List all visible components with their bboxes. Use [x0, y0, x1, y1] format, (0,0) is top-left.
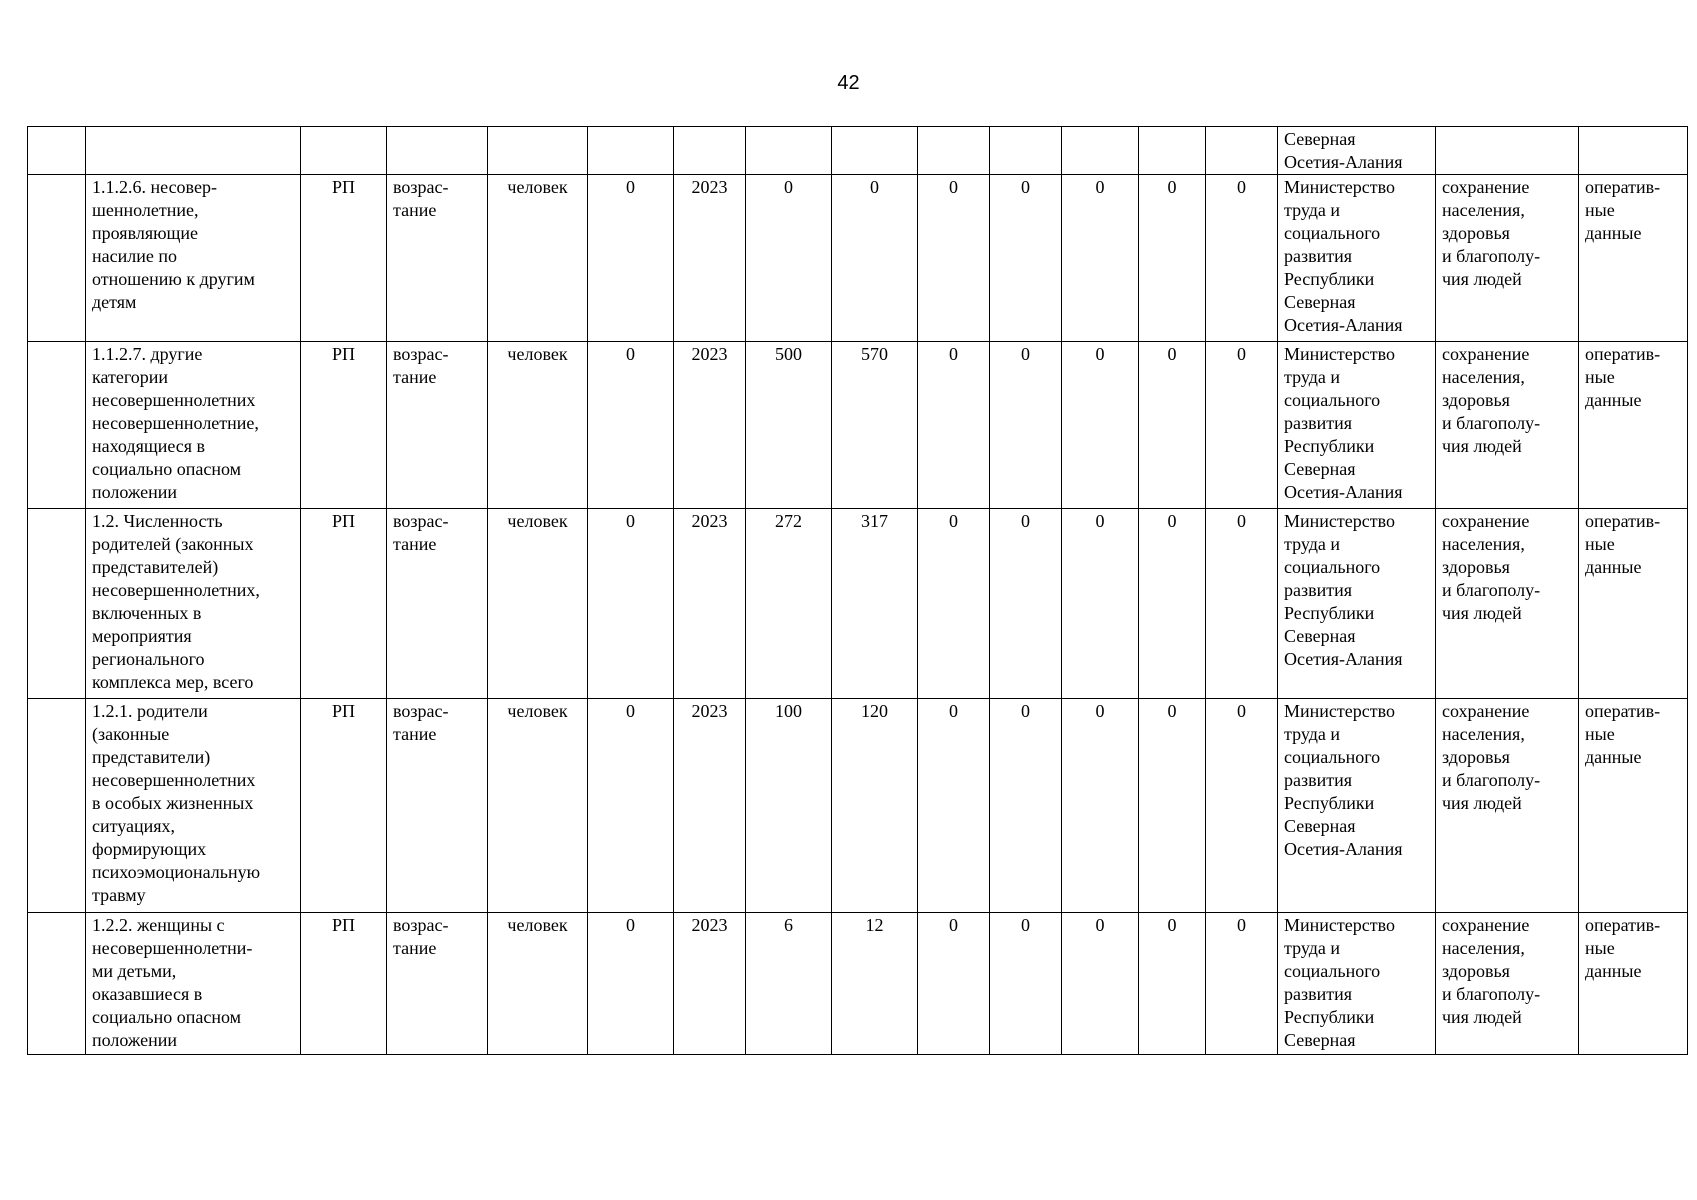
value-cell-1: 272 [746, 509, 832, 699]
table-cell [1206, 127, 1278, 175]
table-row [28, 175, 1688, 342]
base-value-cell: 0 [588, 509, 674, 699]
indicator-name-cell: 1.1.2.7. другие категории несовершеннолетних несовершеннолетние, находящиеся в социально опасном положении [86, 342, 301, 509]
base-value-cell: 0 [588, 699, 674, 913]
value-cell-1: 0 [746, 175, 832, 342]
value-cell-3: 0 [918, 509, 990, 699]
value-cell-5: 0 [1062, 342, 1139, 509]
value-cell-4: 0 [990, 342, 1062, 509]
value-cell-6: 0 [1139, 509, 1206, 699]
base-year-cell: 2023 [674, 175, 746, 342]
table-row [28, 699, 1688, 913]
table-cell [387, 127, 488, 175]
responsible-cell: Северная Осетия-Алания [1278, 127, 1436, 175]
goal-cell: сохранение населения, здоровья и благополу- чия людей [1436, 699, 1579, 913]
table-cell [1579, 127, 1688, 175]
index-cell [28, 342, 86, 509]
table-row [28, 342, 1688, 509]
table-cell [28, 127, 86, 175]
index-cell [28, 175, 86, 342]
indicator-name-cell: 1.1.2.6. несовер- шеннолетние, проявляющие насилие по отношению к другим детям [86, 175, 301, 342]
level-cell: РП [301, 509, 387, 699]
value-cell-5: 0 [1062, 913, 1139, 1055]
value-cell-6: 0 [1139, 175, 1206, 342]
table-cell [488, 127, 588, 175]
value-cell-2: 570 [832, 342, 918, 509]
value-cell-3: 0 [918, 175, 990, 342]
table-cell [674, 127, 746, 175]
base-year-cell: 2023 [674, 342, 746, 509]
value-cell-5: 0 [1062, 175, 1139, 342]
page-number: 42 [837, 72, 860, 94]
value-cell-5: 0 [1062, 699, 1139, 913]
unit-cell: человек [488, 509, 588, 699]
goal-cell: сохранение населения, здоровья и благополу- чия людей [1436, 175, 1579, 342]
indicator-name-cell: 1.2.1. родители (законные представители) несовершеннолетних в особых жизненных ситуациях, формирующих психоэмоциональную травму [86, 699, 301, 913]
trend-cell: возрас- тание [387, 699, 488, 913]
value-cell-4: 0 [990, 509, 1062, 699]
value-cell-3: 0 [918, 913, 990, 1055]
base-year-cell: 2023 [674, 509, 746, 699]
table-cell [746, 127, 832, 175]
source-cell: оператив- ные данные [1579, 913, 1688, 1055]
value-cell-7: 0 [1206, 913, 1278, 1055]
level-cell: РП [301, 913, 387, 1055]
unit-cell: человек [488, 699, 588, 913]
base-year-cell: 2023 [674, 913, 746, 1055]
base-value-cell: 0 [588, 175, 674, 342]
index-cell [28, 699, 86, 913]
level-cell: РП [301, 342, 387, 509]
table-cell [990, 127, 1062, 175]
goal-cell: сохранение населения, здоровья и благополу- чия людей [1436, 509, 1579, 699]
base-value-cell: 0 [588, 342, 674, 509]
table-cell [301, 127, 387, 175]
value-cell-2: 12 [832, 913, 918, 1055]
value-cell-5: 0 [1062, 509, 1139, 699]
value-cell-2: 0 [832, 175, 918, 342]
value-cell-1: 100 [746, 699, 832, 913]
value-cell-4: 0 [990, 913, 1062, 1055]
value-cell-4: 0 [990, 175, 1062, 342]
table-row [28, 913, 1688, 1055]
value-cell-7: 0 [1206, 342, 1278, 509]
indicator-name-cell: 1.2.2. женщины с несовершеннолетни- ми детьми, оказавшиеся в социально опасном положении [86, 913, 301, 1055]
value-cell-2: 120 [832, 699, 918, 913]
responsible-cell: Министерство труда и социального развития Республики Северная [1278, 913, 1436, 1055]
value-cell-6: 0 [1139, 342, 1206, 509]
value-cell-1: 500 [746, 342, 832, 509]
value-cell-2: 317 [832, 509, 918, 699]
table-cell [1436, 127, 1579, 175]
value-cell-3: 0 [918, 342, 990, 509]
source-cell: оператив- ные данные [1579, 175, 1688, 342]
source-cell: оператив- ные данные [1579, 342, 1688, 509]
trend-cell: возрас- тание [387, 509, 488, 699]
index-cell [28, 913, 86, 1055]
responsible-cell: Министерство труда и социального развития Республики Северная Осетия-Алания [1278, 342, 1436, 509]
table-row [28, 127, 1688, 175]
unit-cell: человек [488, 175, 588, 342]
value-cell-6: 0 [1139, 699, 1206, 913]
table-cell [86, 127, 301, 175]
value-cell-1: 6 [746, 913, 832, 1055]
unit-cell: человек [488, 342, 588, 509]
value-cell-4: 0 [990, 699, 1062, 913]
table-cell [1062, 127, 1139, 175]
indicators-table [27, 126, 1688, 1055]
value-cell-7: 0 [1206, 175, 1278, 342]
table-cell [918, 127, 990, 175]
trend-cell: возрас- тание [387, 175, 488, 342]
goal-cell: сохранение населения, здоровья и благополу- чия людей [1436, 913, 1579, 1055]
trend-cell: возрас- тание [387, 913, 488, 1055]
responsible-cell: Министерство труда и социального развития Республики Северная Осетия-Алания [1278, 509, 1436, 699]
responsible-cell: Министерство труда и социального развития Республики Северная Осетия-Алания [1278, 175, 1436, 342]
indicator-name-cell: 1.2. Численность родителей (законных представителей) несовершеннолетних, включенных в мероприятия регионального комплекса мер, всего [86, 509, 301, 699]
table-row [28, 509, 1688, 699]
value-cell-3: 0 [918, 699, 990, 913]
source-cell: оператив- ные данные [1579, 509, 1688, 699]
table-cell [832, 127, 918, 175]
value-cell-7: 0 [1206, 699, 1278, 913]
source-cell: оператив- ные данные [1579, 699, 1688, 913]
value-cell-6: 0 [1139, 913, 1206, 1055]
trend-cell: возрас- тание [387, 342, 488, 509]
goal-cell: сохранение населения, здоровья и благополу- чия людей [1436, 342, 1579, 509]
level-cell: РП [301, 175, 387, 342]
responsible-cell: Министерство труда и социального развития Республики Северная Осетия-Алания [1278, 699, 1436, 913]
value-cell-7: 0 [1206, 509, 1278, 699]
unit-cell: человек [488, 913, 588, 1055]
level-cell: РП [301, 699, 387, 913]
table-cell [1139, 127, 1206, 175]
index-cell [28, 509, 86, 699]
table-cell [588, 127, 674, 175]
base-value-cell: 0 [588, 913, 674, 1055]
base-year-cell: 2023 [674, 699, 746, 913]
